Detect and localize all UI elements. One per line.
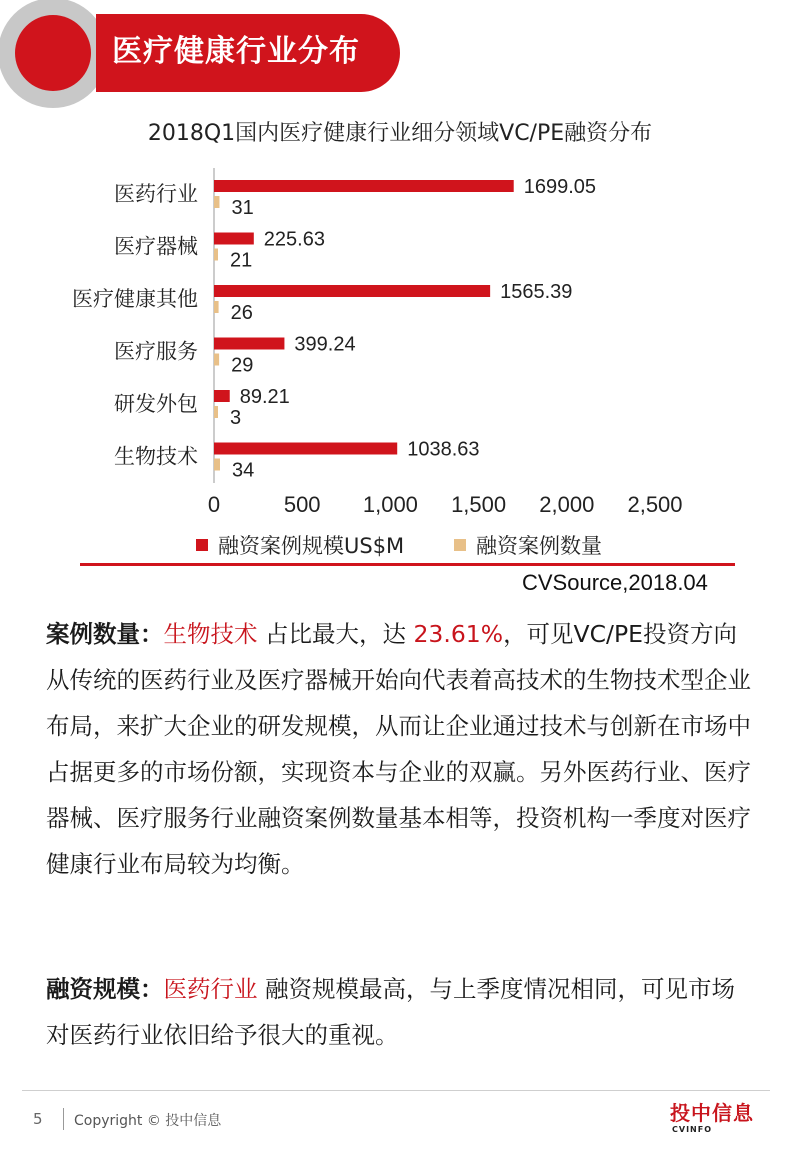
footer-separator	[63, 1108, 64, 1130]
category-label: 医疗器械	[114, 234, 198, 259]
category-label: 医疗服务	[114, 339, 198, 364]
paragraph-text: ，可见VC/PE投资方向从传统的医药行业及医疗器械开始向代表着高技术的生物技术型企业布局，来扩大企业的研发规模，从而让企业通过技术与创新在市场中占据更多的市场份额，实现资本与企业的双赢。另外医药行业、医疗器械、医疗服务行业融资案例数量基本相等，投资机构一季度对医疗健康行业布局较为均衡。	[46, 620, 751, 878]
paragraph-label: 案例数量	[46, 620, 140, 648]
x-tick-label: 500	[283, 492, 321, 517]
paragraph-financing-scale	[46, 966, 758, 1058]
data-label-amount: 399.24	[294, 333, 356, 356]
footer-divider	[22, 1090, 770, 1091]
highlight-term: 医药行业	[163, 975, 258, 1003]
highlight-percent: 23.61%	[413, 620, 504, 648]
paragraph-colon: ：	[140, 975, 164, 1003]
data-label-count: 3	[230, 407, 242, 429]
page-number: 5	[33, 1110, 43, 1128]
bar-amount	[214, 285, 490, 297]
legend-label: 融资案例规模US$M	[218, 534, 405, 558]
bar-count	[214, 301, 219, 313]
bar-amount	[214, 443, 397, 455]
data-label-amount: 89.21	[239, 386, 290, 408]
bar-chart	[0, 160, 800, 560]
x-tick-label: 1,500	[451, 492, 507, 517]
logo-subtext: CVINFO	[672, 1125, 712, 1134]
header-circle-inner	[15, 15, 91, 91]
category-label: 生物技术	[114, 444, 198, 469]
data-label-count: 31	[231, 197, 254, 219]
page-title: 医疗健康行业分布	[112, 34, 360, 69]
data-label-amount: 225.63	[263, 228, 325, 251]
logo-text: 投中信息	[670, 1101, 754, 1125]
category-label: 医疗健康其他	[72, 287, 198, 311]
legend-swatch	[196, 539, 208, 551]
data-label-count: 29	[231, 354, 254, 377]
data-label-amount: 1565.39	[500, 281, 573, 303]
legend-label: 融资案例数量	[476, 534, 602, 558]
paragraph-case-count	[46, 611, 758, 887]
bar-amount	[214, 338, 284, 350]
bar-count	[214, 196, 219, 208]
paragraph-label: 融资规模	[46, 975, 140, 1003]
legend-swatch	[454, 539, 466, 551]
source-divider	[80, 563, 735, 566]
x-tick-label: 0	[207, 492, 221, 517]
bar-amount	[214, 390, 230, 402]
bar-count	[214, 354, 219, 366]
highlight-term: 生物技术	[163, 620, 258, 648]
data-label-amount: 1038.63	[407, 438, 480, 461]
data-label-count: 34	[231, 459, 255, 482]
chart-source: CVSource,2018.04	[522, 570, 708, 595]
x-tick-label: 2,500	[627, 492, 683, 517]
x-tick-label: 2,000	[539, 492, 595, 517]
paragraph-text: 占比最大，达	[257, 620, 414, 648]
bar-count	[214, 406, 218, 418]
header-circle-badge	[0, 0, 108, 108]
data-label-count: 26	[230, 302, 253, 324]
paragraph-colon: ：	[140, 620, 164, 648]
bar-count	[214, 459, 220, 471]
company-logo	[670, 1101, 762, 1141]
category-label: 研发外包	[114, 392, 198, 416]
bar-count	[214, 249, 218, 261]
copyright-text: Copyright © 投中信息	[74, 1113, 222, 1129]
paragraph-text: 融资规模最高，与上季度情况相同，可见市场对医药行业依旧给予很大的重视。	[46, 975, 735, 1049]
chart-title: 2018Q1国内医疗健康行业细分领域VC/PE融资分布	[147, 121, 653, 146]
bar-amount	[214, 233, 254, 245]
data-label-amount: 1699.05	[523, 176, 597, 198]
bar-amount	[214, 180, 514, 192]
data-label-count: 21	[230, 249, 253, 272]
x-tick-label: 1,000	[362, 492, 418, 517]
category-label: 医药行业	[114, 182, 198, 206]
